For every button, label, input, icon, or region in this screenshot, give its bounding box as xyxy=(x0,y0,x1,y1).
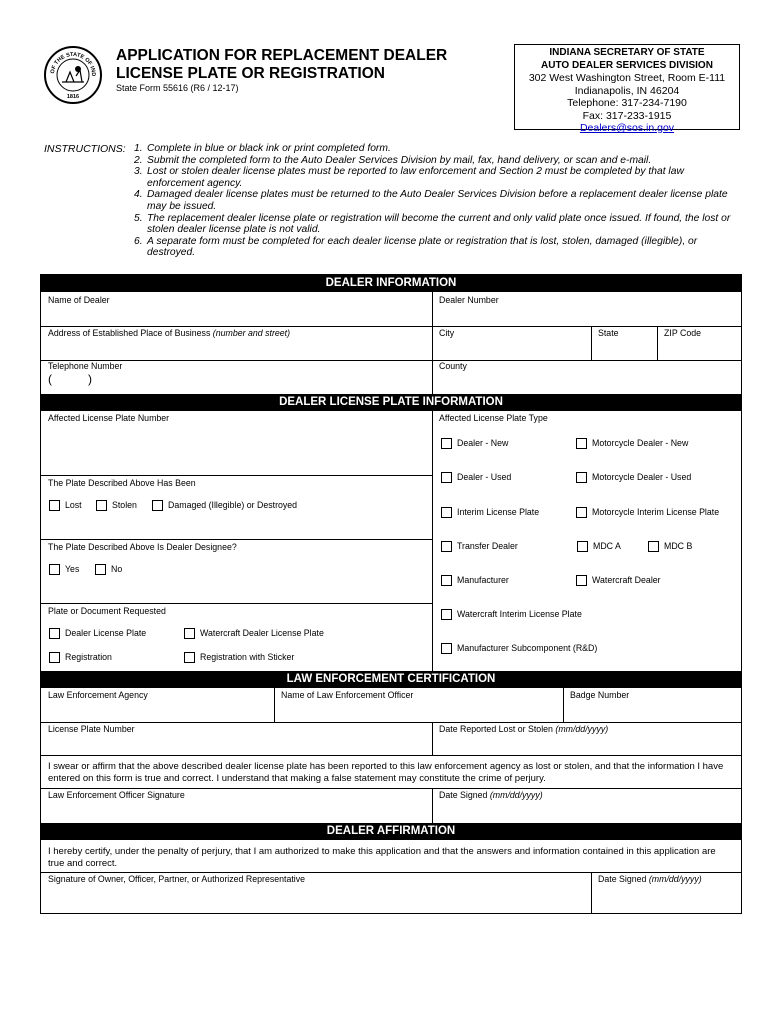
document-requested-option-label: Registration xyxy=(65,652,112,662)
instruction-number: 3. xyxy=(134,166,143,178)
dealer-name-label: Name of Dealer xyxy=(48,295,110,305)
divider xyxy=(432,788,433,823)
instruction-item xyxy=(134,143,734,155)
document-requested-checkbox[interactable] xyxy=(184,652,195,663)
law-date-signed-hint: (mm/dd/yyyy) xyxy=(489,790,543,800)
instruction-item xyxy=(134,155,734,167)
plate-type-checkbox[interactable] xyxy=(576,507,587,518)
state-label: State xyxy=(598,328,619,338)
date-reported-hint: (mm/dd/yyyy) xyxy=(555,724,609,734)
address-hint: (number and street) xyxy=(212,328,291,338)
plate-information-heading: DEALER LICENSE PLATE INFORMATION xyxy=(41,394,741,411)
instructions-list xyxy=(134,143,734,259)
divider xyxy=(563,688,564,722)
divider xyxy=(41,788,741,789)
seal-graphic xyxy=(46,48,100,102)
divider xyxy=(591,326,592,360)
document-requested-checkbox[interactable] xyxy=(184,628,195,639)
plate-number-label: License Plate Number xyxy=(48,724,135,734)
plate-type-option-label: Motorcycle Dealer - Used xyxy=(592,472,692,482)
divider xyxy=(657,326,658,360)
designee-checkbox[interactable] xyxy=(95,564,106,575)
instruction-text: Lost or stolen dealer license plates must be reported to law enforcement and Section 2 must be completed by that law enforcement agency. xyxy=(147,166,684,189)
agency-phone: Telephone: 317-234-7190 xyxy=(567,97,687,109)
plate-status-checkbox[interactable] xyxy=(152,500,163,511)
instruction-number: 4. xyxy=(134,189,143,201)
seal-year: 1816 xyxy=(66,94,80,100)
divider xyxy=(591,872,592,913)
dealer-affirmation-heading: DEALER AFFIRMATION xyxy=(41,823,741,840)
plate-type-option-label: Watercraft Interim License Plate xyxy=(457,609,582,619)
plate-status-checkbox[interactable] xyxy=(49,500,60,511)
plate-type-checkbox[interactable] xyxy=(576,438,587,449)
plate-type-checkbox[interactable] xyxy=(441,507,452,518)
plate-type-checkbox[interactable] xyxy=(576,472,587,483)
plate-type-checkbox[interactable] xyxy=(441,541,452,552)
plate-type-option-label: MDC B xyxy=(664,541,693,551)
officer-signature-label: Law Enforcement Officer Signature xyxy=(48,790,185,800)
plate-type-checkbox[interactable] xyxy=(576,575,587,586)
agency-division: AUTO DEALER SERVICES DIVISION xyxy=(541,59,713,71)
telephone-label: Telephone Number xyxy=(48,361,123,371)
instruction-item xyxy=(134,189,734,212)
divider xyxy=(432,722,433,755)
instruction-item xyxy=(134,166,734,189)
plate-status-option-label: Stolen xyxy=(112,500,137,510)
divider xyxy=(41,755,741,756)
agency-box xyxy=(514,44,740,134)
divider xyxy=(432,292,433,394)
address-label: Address of Established Place of Business (number and street) xyxy=(48,328,291,338)
instructions-label: INSTRUCTIONS: xyxy=(44,143,126,155)
plate-type-option-label: Transfer Dealer xyxy=(457,541,518,551)
county-label: County xyxy=(439,361,467,371)
document-requested-option-label: Watercraft Dealer License Plate xyxy=(200,628,324,638)
instruction-number: 2. xyxy=(134,154,143,166)
designee-option-label: Yes xyxy=(65,564,80,574)
plate-type-option-label: Interim License Plate xyxy=(457,507,540,517)
plate-type-checkbox[interactable] xyxy=(577,541,588,552)
plate-status-option-label: Damaged (Illegible) or Destroyed xyxy=(168,500,298,510)
dealer-number-label: Dealer Number xyxy=(439,295,499,305)
document-requested-option-label: Dealer License Plate xyxy=(65,628,147,638)
representative-signature-label: Signature of Owner, Officer, Partner, or Authorized Representative xyxy=(48,874,306,884)
plate-type-option-label: Motorcycle Interim License Plate xyxy=(592,507,720,517)
city-label: City xyxy=(439,328,455,338)
document-requested-label: Plate or Document Requested xyxy=(48,606,166,616)
affected-plate-type-label: Affected License Plate Type xyxy=(439,413,548,423)
plate-described-label: The Plate Described Above Has Been xyxy=(48,478,196,488)
affirmation-date-signed-hint: (mm/dd/yyyy) xyxy=(648,874,702,884)
dealer-designee-label: The Plate Described Above Is Dealer Designee? xyxy=(48,542,237,552)
plate-status-checkbox[interactable] xyxy=(96,500,107,511)
instruction-text: A separate form must be completed for each dealer license plate or registration that is lost, stolen, damaged (illegible), or destroyed. xyxy=(147,235,698,259)
divider xyxy=(41,722,741,723)
plate-type-checkbox[interactable] xyxy=(441,575,452,586)
form-title xyxy=(116,47,447,83)
plate-type-checkbox[interactable] xyxy=(441,609,452,620)
zip-code-label: ZIP Code xyxy=(664,328,702,338)
plate-type-option-label: MDC A xyxy=(593,541,621,551)
instruction-text: The replacement dealer license plate or registration will become the current and only valid plate once issued. If found, the lost or stolen dealer license plate is not valid. xyxy=(147,212,731,236)
affected-plate-number-label: Affected License Plate Number xyxy=(48,413,170,423)
plate-type-option-label: Dealer - Used xyxy=(457,472,512,482)
plate-type-option-label: Watercraft Dealer xyxy=(592,575,661,585)
document-requested-checkbox[interactable] xyxy=(49,652,60,663)
title-line-2: LICENSE PLATE OR REGISTRATION xyxy=(116,65,385,82)
divider xyxy=(41,475,432,476)
divider xyxy=(41,360,741,361)
agency-fax: Fax: 317-233-1915 xyxy=(582,109,672,122)
divider xyxy=(41,539,432,540)
affirmation-date-signed-label: Date Signed (mm/dd/yyyy) xyxy=(598,874,702,884)
divider xyxy=(41,603,432,604)
divider xyxy=(432,411,433,679)
instruction-number: 6. xyxy=(134,235,143,247)
instruction-text: Complete in blue or black ink or print completed form. xyxy=(147,143,391,154)
application-form xyxy=(40,274,742,914)
divider xyxy=(41,872,741,873)
affirmation-text: I hereby certify, under the penalty of perjury, that I am authorized to make this application and that the answers and information contained in this application are true and correct. xyxy=(48,846,716,869)
telephone-area-close: ) xyxy=(88,372,92,386)
telephone-area-open: ( xyxy=(48,372,52,386)
perjury-oath-text: I swear or affirm that the above described dealer license plate has been reported to this law enforcement agency as lost or stolen, and that the information I have entered on this form is true and correct. I understand that making a false statement may constitute the crime of perjury. xyxy=(48,761,724,784)
instruction-text: Damaged dealer license plates must be returned to the Auto Dealer Services Division before a replacement dealer license plate may be issued. xyxy=(147,189,728,212)
instruction-text: Submit the completed form to the Auto Dealer Services Division by mail, fax, hand delivery, or scan and e-mail. xyxy=(147,154,652,166)
agency-address-2: Indianapolis, IN 46204 xyxy=(574,84,680,97)
officer-name-label: Name of Law Enforcement Officer xyxy=(281,690,414,700)
law-agency-label: Law Enforcement Agency xyxy=(48,690,148,700)
plate-type-option-label: Dealer - New xyxy=(457,438,509,448)
divider xyxy=(41,326,741,327)
instruction-number: 5. xyxy=(134,212,143,224)
document-requested-checkbox[interactable] xyxy=(49,628,60,639)
title-line-1: APPLICATION FOR REPLACEMENT DEALER xyxy=(116,47,448,64)
agency-email-link[interactable]: Dealers@sos.in.gov xyxy=(579,122,675,134)
dealer-information-heading: DEALER INFORMATION xyxy=(41,275,741,292)
instruction-number: 1. xyxy=(134,143,143,154)
plate-type-option-label: Manufacturer xyxy=(457,575,509,585)
divider xyxy=(274,688,275,722)
plate-type-checkbox[interactable] xyxy=(441,438,452,449)
plate-type-option-label: Motorcycle Dealer - New xyxy=(592,438,689,448)
designee-option-label: No xyxy=(111,564,123,574)
agency-name: INDIANA SECRETARY OF STATE xyxy=(549,47,705,58)
seal-text: OF THE STATE OF IND xyxy=(49,51,97,77)
designee-checkbox[interactable] xyxy=(49,564,60,575)
law-enforcement-heading: LAW ENFORCEMENT CERTIFICATION xyxy=(41,671,741,688)
document-requested-option-label: Registration with Sticker xyxy=(200,652,295,662)
form-number: State Form 55616 (R6 / 12-17) xyxy=(116,83,239,93)
law-date-signed-label: Date Signed (mm/dd/yyyy) xyxy=(439,790,543,800)
plate-type-checkbox[interactable] xyxy=(648,541,659,552)
instruction-item xyxy=(134,213,734,236)
plate-type-checkbox[interactable] xyxy=(441,472,452,483)
date-reported-label: Date Reported Lost or Stolen (mm/dd/yyyy) xyxy=(439,724,609,734)
plate-type-option-label: Manufacturer Subcomponent (R&D) xyxy=(457,643,598,653)
badge-number-label: Badge Number xyxy=(570,690,630,700)
plate-type-checkbox[interactable] xyxy=(441,643,452,654)
state-seal xyxy=(44,46,102,104)
agency-address-1: 302 West Washington Street, Room E-111 xyxy=(528,72,726,84)
plate-status-option-label: Lost xyxy=(65,500,82,510)
instruction-item xyxy=(134,236,734,259)
